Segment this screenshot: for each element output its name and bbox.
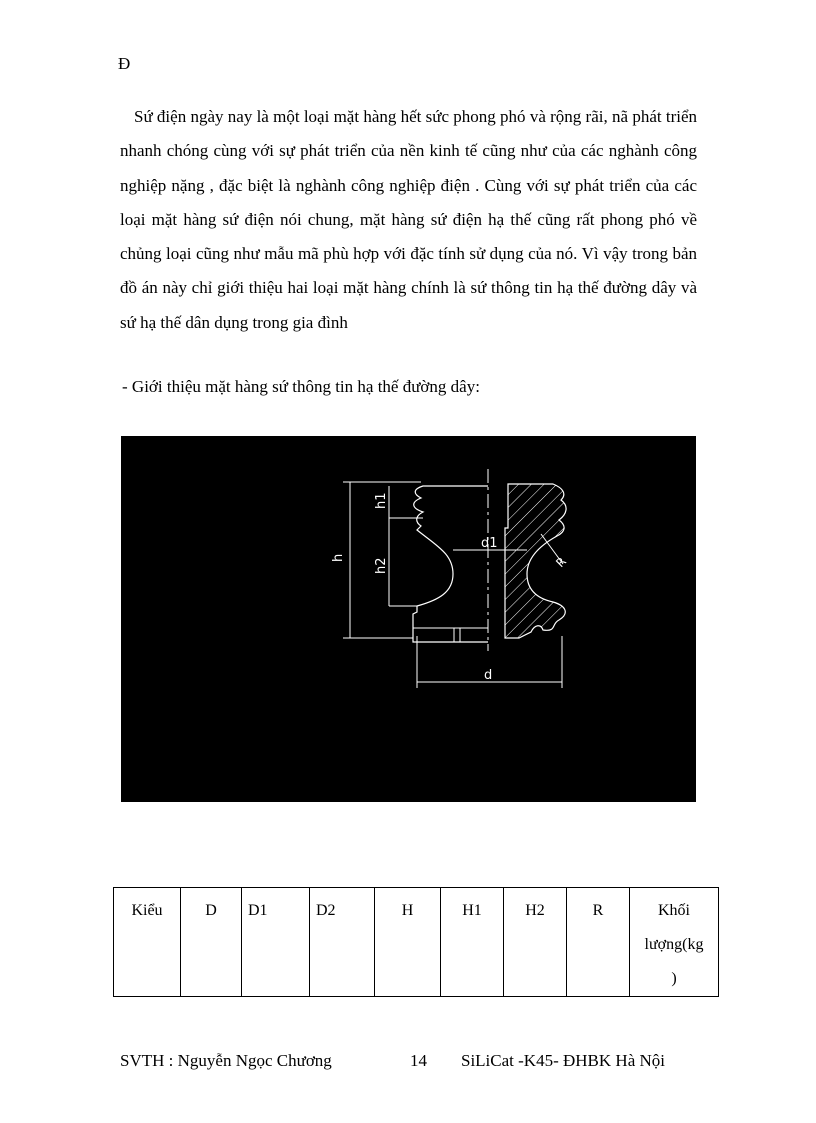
paragraph-line: đình <box>317 312 348 332</box>
header-cell: D2 <box>310 888 375 997</box>
paragraph-line: với sự phát triển của các loại mặt hàng sứ điện nói chung, mặt hàng sứ điện <box>120 175 697 229</box>
paragraph-line: phát triển nhanh chóng cùng với sự phát triển của nền kinh tế cũng như của <box>120 107 697 161</box>
header-cell: R <box>567 888 630 997</box>
label-R: R <box>553 554 570 571</box>
header-cell: D <box>181 888 242 997</box>
label-h: h <box>331 553 346 562</box>
header-cell: D1 <box>242 888 310 997</box>
drawing-canvas <box>121 436 696 802</box>
table-header-row <box>114 888 719 997</box>
intro-paragraph <box>120 100 697 340</box>
header-cell-weight <box>630 888 719 997</box>
insulator-technical-drawing <box>121 436 696 802</box>
weight-header-line: Khối <box>658 902 690 919</box>
footer-page-number: 14 <box>410 1051 427 1070</box>
paragraph-line: hàng chính là sứ thông tin hạ thế đường dây và sứ hạ thế dân dụng trong gia <box>120 278 697 332</box>
footer-author: SVTH : Nguyễn Ngọc Chương <box>120 1051 332 1070</box>
label-h2: h2 <box>374 557 389 574</box>
header-cell: H1 <box>441 888 504 997</box>
weight-header-line: lượng(kg <box>644 936 704 953</box>
header-cell: H2 <box>504 888 567 997</box>
label-d1: d1 <box>481 536 498 551</box>
heading-mark: Đ <box>118 54 131 73</box>
label-d: d <box>484 668 493 683</box>
section-subheading: - Giới thiệu mặt hàng sứ thông tin hạ thế đường dây: <box>122 377 480 396</box>
label-h1: h1 <box>374 492 389 509</box>
paragraph-line: hạ thế cũng rất phong phó về chủng loại cũng như mẫu mã phù hợp với đặc <box>120 209 698 264</box>
spec-table <box>113 887 719 997</box>
weight-header-line: ) <box>671 970 677 987</box>
header-cell: H <box>375 888 441 997</box>
header-cell: Kiểu <box>114 888 181 997</box>
paragraph-line: Sứ điện ngày nay là một loại mặt hàng hết sức phong phó và rộng rãi, nã <box>134 107 629 126</box>
footer-institution: SiLiCat -K45- ĐHBK Hà Nội <box>461 1051 665 1070</box>
paragraph-line: các nghành công nghiệp nặng , đặc biệt là nghành công nghiệp điện . Cùng <box>120 141 698 195</box>
paragraph-line: tính sử dụng của nó. Vì vậy trong bản đồ án này chỉ giới thiệu hai loại mặt <box>120 244 697 298</box>
left-profile <box>413 486 488 642</box>
